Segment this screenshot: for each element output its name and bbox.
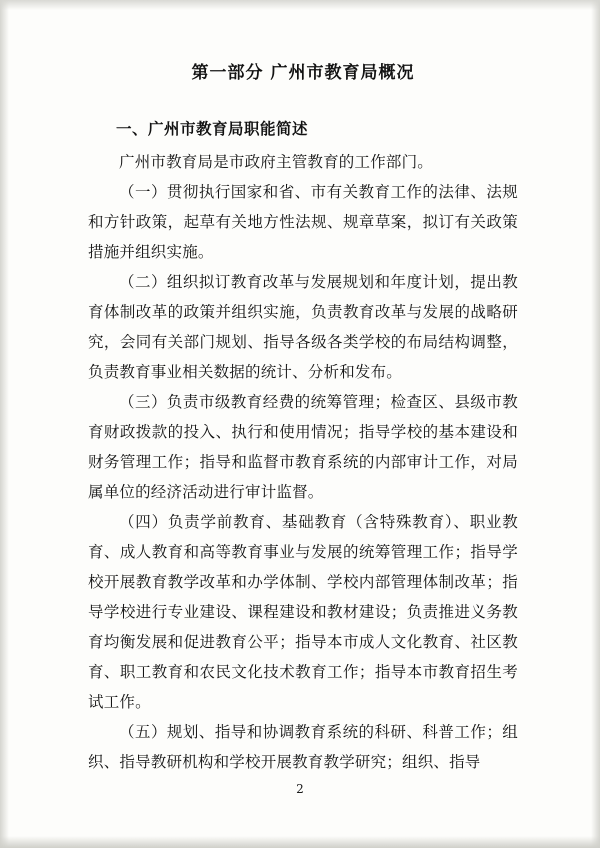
page-title: 第一部分 广州市教育局概况 bbox=[191, 63, 415, 83]
paragraph: 广州市教育局是市政府主管教育的工作部门。 bbox=[119, 153, 434, 171]
paragraph: （二）组织拟订教育改革与发展规划和年度计划，提出教育体制改革的政策并组织实施，负责教育改革与发展的战略研究，会同有关部门规划、指导各级各类学校的布局结构调整，负责教育事业相关数据的统计、分析和发布。 bbox=[88, 273, 518, 381]
page-number: 2 bbox=[296, 782, 304, 796]
paragraph: （四）负责学前教育、基础教育（含特殊教育）、职业教育、成人教育和高等教育事业与发展的统筹管理工作；指导学校开展教育教学改革和办学体制、学校内部管理体制改革；指导学校进行专业建设、课程建设和教材建设；负责推进义务教育均衡发展和促进教育公平；指导本市成人文化教育、社区教育、职工教育和农民文化技术教育工作；指导本市教育招生考试工作。 bbox=[88, 513, 518, 711]
paragraph: （三）负责市级教育经费的统筹管理；检查区、县级市教育财政拨款的投入、执行和使用情况；指导学校的基本建设和财务管理工作；指导和监督市教育系统的内部审计工作，对局属单位的经济活动进行审计监督。 bbox=[88, 393, 518, 501]
document-body bbox=[88, 58, 518, 777]
paragraph: （五）规划、指导和协调教育系统的科研、科普工作；组织、指导教研机构和学校开展教育教学研究；组织、指导 bbox=[88, 723, 518, 771]
scan-edge-right bbox=[591, 0, 600, 848]
section-heading: 一、广州市教育局职能简述 bbox=[116, 120, 309, 138]
scan-edge-left bbox=[0, 0, 9, 848]
scan-edge-bottom bbox=[0, 836, 600, 848]
paragraph: （一）贯彻执行国家和省、市有关教育工作的法律、法规和方针政策，起草有关地方性法规、规章草案，拟订有关政策措施并组织实施。 bbox=[88, 183, 518, 261]
scan-edge-top bbox=[0, 0, 600, 10]
